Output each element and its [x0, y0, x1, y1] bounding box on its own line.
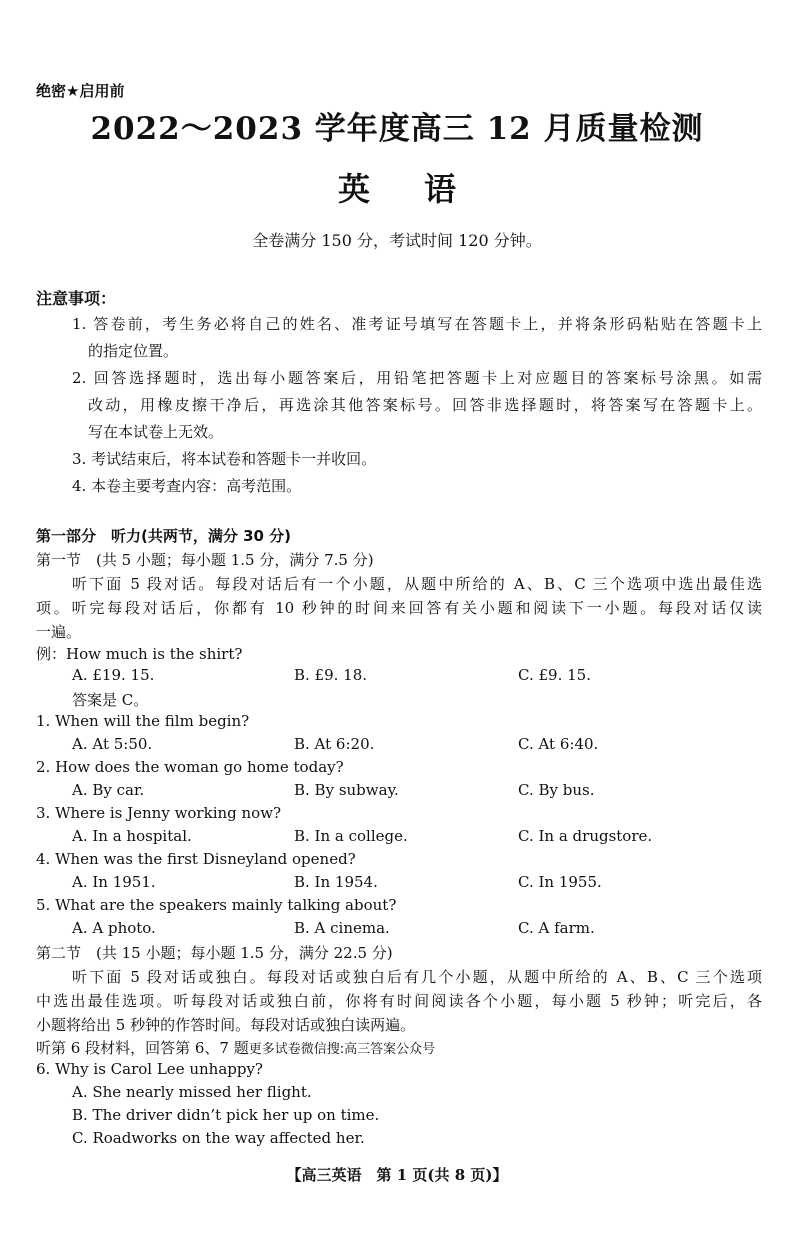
- notice-heading: 注意事项：: [36, 289, 117, 308]
- wechat-note: 更多试卷微信搜:高三答案公众号: [248, 1042, 436, 1057]
- material-6-text: 听第 6 段材料，回答第 6、7 题: [36, 1039, 249, 1057]
- material-6-intro: [36, 1037, 435, 1058]
- section2-instructions-1: 听下面 5 段对话或独白。每段对话或独白后有几个小题，从题中所给的 A、B、C 三个选项: [72, 968, 762, 986]
- section1-instructions-2: 项。听完每段对话后，你都有 10 秒钟的时间来回答有关小题和阅读下一小题。每段对话仅读: [36, 599, 762, 617]
- notice-item-3: 3. 考试结束后，将本试卷和答题卡一并收回。: [72, 450, 377, 468]
- q1-option-c: C. At 6:40.: [518, 735, 599, 753]
- example-option-b: B. £9. 18.: [294, 666, 368, 684]
- q5-option-c: C. A farm.: [518, 919, 595, 937]
- q6-option-b: B. The driver didn’t pick her up on time.: [72, 1106, 380, 1124]
- notice-item-1: 1. 答卷前，考生务必将自己的姓名、准考证号填写在答题卡上，并将条形码粘贴在答题卡上: [72, 315, 762, 333]
- q4-option-c: C. In 1955.: [518, 873, 602, 891]
- section1-instructions-1: 听下面 5 段对话。每段对话后有一个小题，从题中所给的 A、B、C 三个选项中选出最佳选: [72, 575, 762, 593]
- q3-option-c: C. In a drugstore.: [518, 827, 653, 845]
- example-answer: 答案是 C。: [72, 691, 149, 709]
- q2-option-a: A. By car.: [72, 781, 145, 799]
- section2-instructions-3: 小题将给出 5 秒钟的作答时间。每段对话或独白读两遍。: [36, 1016, 416, 1034]
- section2-heading: 第二节 (共 15 小题；每小题 1.5 分，满分 22.5 分): [36, 944, 393, 962]
- question-4: 4. When was the first Disneyland opened?: [36, 850, 356, 868]
- q1-option-a: A. At 5:50.: [72, 735, 153, 753]
- confidential-label: 绝密★启用前: [36, 82, 125, 100]
- question-3: 3. Where is Jenny working now?: [36, 804, 282, 822]
- notice-item-2-end: 写在本试卷上无效。: [88, 423, 224, 441]
- question-2: 2. How does the woman go home today?: [36, 758, 344, 776]
- page-footer: 【高三英语 第 1 页(共 8 页)】: [286, 1166, 508, 1184]
- q3-option-b: B. In a college.: [294, 827, 408, 845]
- notice-item-2-cont: 改动，用橡皮擦干净后，再选涂其他答案标号。回答非选择题时，将答案写在答题卡上。: [88, 396, 762, 414]
- q6-option-c: C. Roadworks on the way affected her.: [72, 1129, 365, 1147]
- score-time-note: 全卷满分 150 分，考试时间 120 分钟。: [252, 231, 542, 250]
- example-option-a: A. £19. 15.: [72, 666, 155, 684]
- section2-instructions-2: 中选出最佳选项。听每段对话或独白前，你将有时间阅读各个小题，每小题 5 秒钟；听完后，各: [36, 992, 762, 1010]
- q6-option-a: A. She nearly missed her flight.: [72, 1083, 312, 1101]
- q4-option-a: A. In 1951.: [72, 873, 156, 891]
- q4-option-b: B. In 1954.: [294, 873, 378, 891]
- exam-title: 2022～2023 学年度高三 12 月质量检测: [90, 111, 704, 147]
- question-6: 6. Why is Carol Lee unhappy?: [36, 1060, 263, 1078]
- section1-instructions-3: 一遍。: [36, 623, 82, 641]
- example-question: 例：How much is the shirt?: [36, 645, 243, 663]
- question-5: 5. What are the speakers mainly talking about?: [36, 896, 397, 914]
- part1-heading: 第一部分 听力(共两节，满分 30 分): [36, 527, 292, 545]
- q2-option-c: C. By bus.: [518, 781, 595, 799]
- notice-item-4: 4. 本卷主要考查内容：高考范围。: [72, 477, 302, 495]
- q5-option-a: A. A photo.: [72, 919, 156, 937]
- q3-option-a: A. In a hospital.: [72, 827, 192, 845]
- example-option-c: C. £9. 15.: [518, 666, 591, 684]
- q1-option-b: B. At 6:20.: [294, 735, 375, 753]
- notice-item-1-cont: 的指定位置。: [88, 342, 179, 360]
- question-1: 1. When will the film begin?: [36, 712, 250, 730]
- q2-option-b: B. By subway.: [294, 781, 399, 799]
- section1-heading: 第一节 (共 5 小题；每小题 1.5 分，满分 7.5 分): [36, 551, 374, 569]
- notice-item-2: 2. 回答选择题时，选出每小题答案后，用铅笔把答题卡上对应题目的答案标号涂黑。如需: [72, 369, 762, 387]
- q5-option-b: B. A cinema.: [294, 919, 390, 937]
- subject-title: 英语: [337, 170, 510, 208]
